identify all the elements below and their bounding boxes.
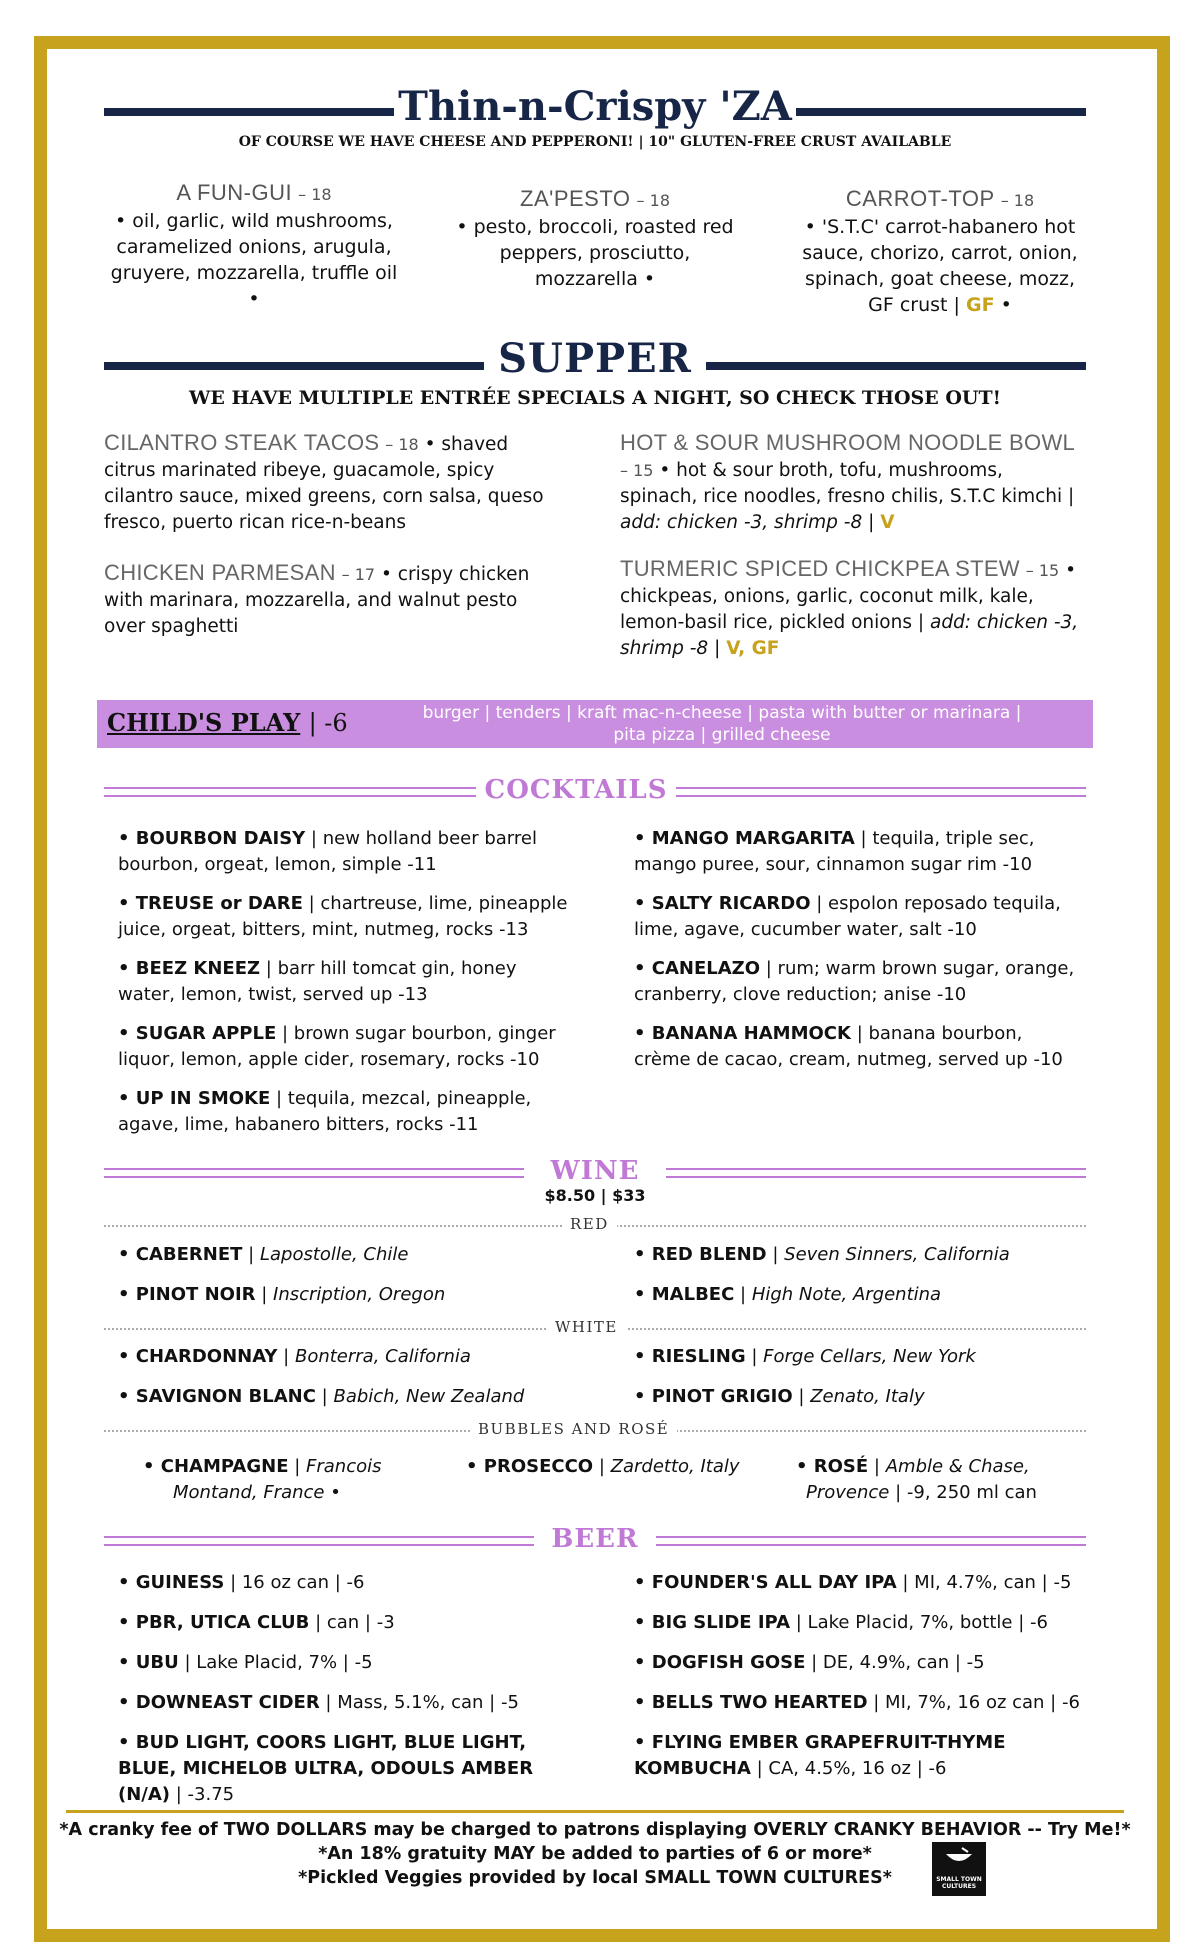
wine-origin: Seven Sinners, California (784, 1244, 1010, 1265)
entree-item (104, 560, 564, 640)
wine-name: • RED BLEND (634, 1244, 767, 1265)
beer-desc: | Lake Placid, 7% | -5 (178, 1652, 373, 1673)
entree-add: add: chicken -3, shrimp -8 (620, 512, 863, 533)
wine-origin: Zardetto, Italy (610, 1456, 740, 1477)
cocktail-desc: | banana bourbon, crème de cacao, cream, nutmeg, served up -10 (634, 1023, 1063, 1070)
pizza-item (450, 186, 740, 292)
supper-title: SUPPER (498, 335, 692, 382)
wine-tail: | -9, 250 ml can (889, 1482, 1037, 1503)
entree-name: HOT & SOUR MUSHROOM NOODLE BOWL (620, 430, 1076, 455)
beer-desc: | CA, 4.5%, 16 oz | -6 (750, 1758, 947, 1779)
pizza-title: Thin-n-Crispy 'ZA (398, 83, 792, 130)
wine-origin: High Note, Argentina (751, 1284, 942, 1305)
wine-origin: Inscription, Oregon (273, 1284, 446, 1305)
kids-title: CHILD'S PLAY (107, 708, 301, 737)
wine-item: • MALBEC | High Note, Argentina (634, 1284, 942, 1305)
cocktail-item (118, 1086, 568, 1138)
wine-name: • PINOT GRIGIO (634, 1386, 793, 1407)
beer-item (118, 1570, 588, 1596)
kids-price: | -6 (308, 709, 348, 737)
wine-origin: Amble & Chase, (885, 1456, 1030, 1477)
pizza-item (790, 186, 1090, 318)
cocktail-item (118, 891, 568, 943)
cocktail-desc: | barr hill tomcat gin, honey water, lemon, twist, served up -13 (118, 958, 517, 1005)
wine-origin-cont: Provence (806, 1482, 890, 1503)
kids-banner (97, 700, 1093, 748)
bubbles-heading: BUBBLES AND ROSÉ (470, 1420, 677, 1438)
wine-title: WINE (550, 1156, 640, 1186)
pizza-desc: • oil, garlic, wild mushrooms, caramelized onions, arugula, gruyere, mozzarella, truffle oil • (110, 210, 398, 310)
entree-add: add: chicken -3, shrimp -8 (620, 612, 1079, 659)
beer-name: • BELLS TWO HEARTED (634, 1692, 868, 1713)
v-tag: V (880, 512, 895, 533)
cocktail-name: • BEEZ KNEEZ (118, 958, 261, 979)
cocktail-item (118, 1021, 568, 1073)
beer-item (634, 1730, 1086, 1782)
beer-item (118, 1610, 588, 1636)
wine-name: • SAVIGNON BLANC (118, 1386, 316, 1407)
beer-desc: | MI, 4.7%, can | -5 (896, 1572, 1072, 1593)
beer-name: • FLYING EMBER GRAPEFRUIT-THYME KOMBUCHA (634, 1732, 1006, 1779)
wine-name: • CHAMPAGNE (143, 1456, 289, 1477)
wine-item: • RED BLEND | Seven Sinners, California (634, 1244, 1010, 1265)
wine-item: • SAVIGNON BLANC | Babich, New Zealand (118, 1386, 525, 1407)
wine-tail: • (324, 1482, 341, 1503)
entree-price: – 18 (385, 435, 419, 454)
cocktail-name: • BANANA HAMMOCK (634, 1023, 851, 1044)
wine-origin: Bonterra, California (294, 1346, 471, 1367)
beer-name: • BIG SLIDE IPA (634, 1612, 791, 1633)
cocktails-rule-right (676, 787, 1086, 797)
cocktail-desc: | chartreuse, lime, pineapple juice, orgeat, bitters, mint, nutmeg, rocks -13 (118, 893, 568, 940)
cocktail-desc: | new holland beer barrel bourbon, orgeat, lemon, simple -11 (118, 828, 537, 875)
logo-text: SMALL TOWN CULTURES (936, 1876, 982, 1890)
bowl-icon (932, 1842, 986, 1872)
wine-item: • ROSÉ | Amble & Chase, Provence | -9, 250 ml can (796, 1456, 1037, 1503)
wine-item: • PROSECCO | Zardetto, Italy (466, 1456, 740, 1477)
beer-item (118, 1650, 588, 1676)
cocktail-desc: | rum; warm brown sugar, orange, cranberry, clove reduction; anise -10 (634, 958, 1075, 1005)
wine-origin: Zenato, Italy (810, 1386, 925, 1407)
beer-name: • PBR, UTICA CLUB (118, 1612, 310, 1633)
pizza-name: ZA'PESTO (520, 186, 631, 211)
cocktail-desc: | tequila, mezcal, pineapple, agave, lime, habanero bitters, rocks -11 (118, 1088, 532, 1135)
wine-name: • RIESLING (634, 1346, 746, 1367)
wine-origin: Babich, New Zealand (333, 1386, 525, 1407)
cocktail-name: • UP IN SMOKE (118, 1088, 271, 1109)
cocktail-name: • CANELAZO (634, 958, 761, 979)
pizza-name: A FUN-GUI (176, 180, 293, 205)
beer-desc: | can | -3 (309, 1612, 395, 1633)
beer-desc: | Mass, 5.1%, can | -5 (319, 1692, 519, 1713)
wine-price: $8.50 | $33 (544, 1186, 646, 1205)
pizza-item (104, 180, 404, 312)
wine-item: • PINOT GRIGIO | Zenato, Italy (634, 1386, 925, 1407)
cocktail-item (634, 956, 1084, 1008)
kids-line1: burger | tenders | kraft mac-n-cheese | pasta with butter or marinara | (422, 703, 1022, 723)
cocktails-title: COCKTAILS (484, 775, 668, 805)
entree-price: – 17 (341, 565, 376, 584)
cocktail-name: • BOURBON DAISY (118, 828, 306, 849)
beer-item (634, 1650, 1086, 1676)
entree-name: TURMERIC SPICED CHICKPEA STEW (620, 556, 1020, 581)
wine-item: • CHAMPAGNE | Francois Montand, France • (143, 1456, 382, 1503)
beer-desc: | 16 oz can | -6 (224, 1572, 365, 1593)
beer-name: • GUINESS (118, 1572, 225, 1593)
entree-desc: • shaved citrus marinated ribeye, guacamole, spicy cilantro sauce, mixed greens, corn salsa, queso fresco, puerto rican rice-n-beans (104, 434, 544, 533)
pizza-desc-end: • (1000, 294, 1012, 316)
wine-origin: Lapostolle, Chile (259, 1244, 409, 1265)
beer-desc: | MI, 7%, 16 oz can | -6 (867, 1692, 1080, 1713)
wine-name: • ROSÉ (796, 1456, 869, 1477)
wine-name: • PROSECCO (466, 1456, 594, 1477)
wine-name: • MALBEC (634, 1284, 735, 1305)
wine-item: • CABERNET | Lapostolle, Chile (118, 1244, 409, 1265)
cocktail-item (634, 826, 1084, 878)
entree-desc: • hot & sour broth, tofu, mushrooms, spinach, rice noodles, fresno chilis, S.T.C kimchi | (620, 460, 1075, 507)
entree-desc: • chickpeas, onions, garlic, coconut milk, kale, lemon-basil rice, pickled onions | (620, 560, 1077, 633)
beer-name: • UBU (118, 1652, 179, 1673)
gf-tag: GF (965, 294, 995, 316)
pizza-name: CARROT-TOP (845, 186, 995, 211)
wine-item: • CHARDONNAY | Bonterra, California (118, 1346, 471, 1367)
wine-item: • PINOT NOIR | Inscription, Oregon (118, 1284, 446, 1305)
wine-item: • RIESLING | Forge Cellars, New York (634, 1346, 976, 1367)
footer-line2: *An 18% gratuity MAY be added to parties of 6 or more* (318, 1844, 872, 1864)
title-rule-right (796, 108, 1086, 116)
pizza-desc: • pesto, broccoli, roasted red peppers, prosciutto, mozzarella • (456, 216, 734, 290)
entree-price: – 15 (620, 461, 654, 480)
beer-name: • FOUNDER'S ALL DAY IPA (634, 1572, 897, 1593)
wine-origin: Francois (306, 1456, 382, 1477)
cocktail-desc: | tequila, triple sec, mango puree, sour, cinnamon sugar rim -10 (634, 828, 1035, 875)
title-rule-left (104, 108, 394, 116)
pizza-desc: • 'S.T.C' carrot-habanero hot sauce, chorizo, carrot, onion, spinach, goat cheese, mozz, GF crust | (802, 216, 1078, 316)
entree-item (104, 430, 564, 536)
beer-item (634, 1690, 1086, 1716)
kids-line2: pita pizza | grilled cheese (613, 725, 831, 745)
pizza-subtitle: OF COURSE WE HAVE CHEESE AND PEPPERONI! | 10" GLUTEN-FREE CRUST AVAILABLE (238, 134, 952, 150)
beer-name: • DOGFISH GOSE (634, 1652, 806, 1673)
beer-rule-left (104, 1536, 534, 1546)
pizza-price: – 18 (1000, 191, 1035, 210)
wine-rule-left (104, 1168, 524, 1178)
red-heading: RED (562, 1215, 617, 1233)
entree-item: TURMERIC SPICED CHICKPEA STEW – 15 • chickpeas, onions, garlic, coconut milk, kale, lemon-basil rice, pickled onions | add: chicken -3, shrimp -8 | V, GF (620, 556, 1079, 659)
pizza-price: – 18 (298, 185, 332, 204)
beer-desc: | DE, 4.9%, can | -5 (805, 1652, 985, 1673)
wine-origin-cont: Montand, France (173, 1482, 325, 1503)
footer-rule (66, 1810, 1124, 1813)
beer-item (118, 1730, 588, 1808)
beer-rule-right (656, 1536, 1086, 1546)
small-town-cultures-logo (932, 1842, 986, 1896)
cocktail-name: • TREUSE or DARE (118, 893, 303, 914)
entree-item: HOT & SOUR MUSHROOM NOODLE BOWL – 15 • hot & sour broth, tofu, mushrooms, spinach, rice noodles, fresno chilis, S.T.C kimchi | add: chicken -3, shrimp -8 | V (620, 430, 1076, 533)
wine-origin: Forge Cellars, New York (763, 1346, 976, 1367)
cocktail-item (118, 826, 568, 878)
cocktail-name: • SUGAR APPLE (118, 1023, 277, 1044)
beer-item (634, 1570, 1086, 1596)
entree-desc: • crispy chicken with marinara, mozzarella, and walnut pesto over spaghetti (104, 564, 530, 637)
pizza-price: – 18 (636, 191, 670, 210)
entree-price: – 15 (1025, 561, 1060, 580)
white-heading: WHITE (547, 1318, 626, 1336)
supper-rule-right (706, 362, 1086, 370)
beer-title: BEER (551, 1524, 639, 1554)
supper-rule-left (104, 362, 484, 370)
beer-name: • BUD LIGHT, COORS LIGHT, BLUE LIGHT, BLUE, MICHELOB ULTRA, ODOULS AMBER (N/A) (118, 1732, 534, 1805)
cocktail-name: • SALTY RICARDO (634, 893, 811, 914)
cocktail-item (634, 1021, 1084, 1073)
wine-name: • CHARDONNAY (118, 1346, 278, 1367)
footer-line3: *Pickled Veggies provided by local SMALL TOWN CULTURES* (298, 1868, 892, 1888)
beer-name: • DOWNEAST CIDER (118, 1692, 320, 1713)
supper-subtitle: WE HAVE MULTIPLE ENTRÉE SPECIALS A NIGHT, SO CHECK THOSE OUT! (189, 387, 1001, 409)
beer-desc: | -3.75 (170, 1784, 235, 1805)
v-gf-tag: V, GF (726, 638, 780, 659)
wine-name: • CABERNET (118, 1244, 243, 1265)
cocktails-rule-left (104, 787, 476, 797)
beer-item (118, 1690, 588, 1716)
beer-desc: | Lake Placid, 7%, bottle | -6 (790, 1612, 1048, 1633)
cocktail-item (118, 956, 568, 1008)
footer-line1: *A cranky fee of TWO DOLLARS may be charged to patrons displaying OVERLY CRANKY BEHAVIOR -- Try Me!* (59, 1820, 1131, 1840)
wine-name: • PINOT NOIR (118, 1284, 256, 1305)
cocktail-desc: | espolon reposado tequila, lime, agave, cucumber water, salt -10 (634, 893, 1061, 940)
entree-name: CHICKEN PARMESAN (104, 560, 336, 585)
beer-item (634, 1610, 1086, 1636)
cocktail-item (634, 891, 1084, 943)
entree-name: CILANTRO STEAK TACOS (104, 430, 380, 455)
cocktail-desc: | brown sugar bourbon, ginger liquor, lemon, apple cider, rosemary, rocks -10 (118, 1023, 556, 1070)
cocktail-name: • MANGO MARGARITA (634, 828, 855, 849)
wine-rule-right (666, 1168, 1086, 1178)
